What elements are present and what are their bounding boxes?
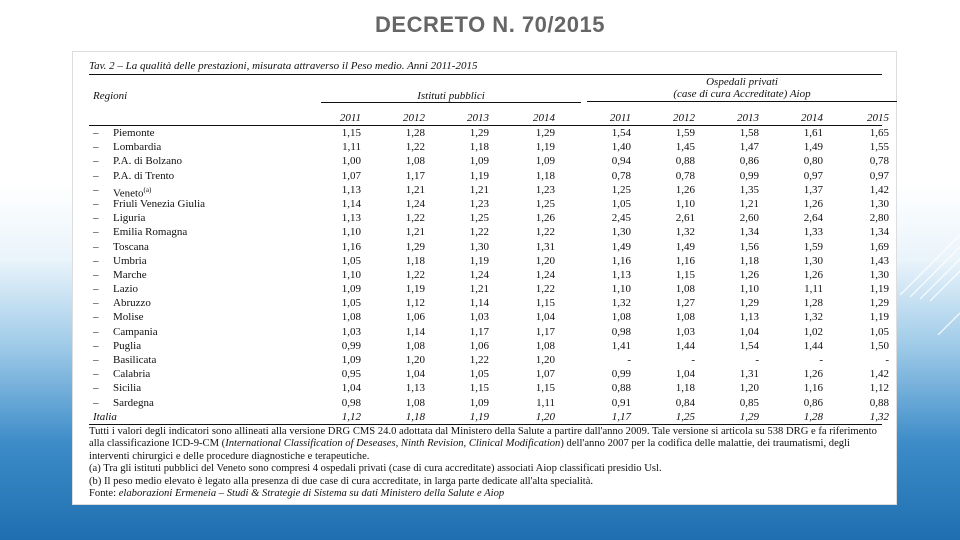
table-cell: 1,49 [611,240,631,253]
table-cell: 1,21 [405,226,425,239]
table-row [89,154,889,168]
row-dash: – [93,311,99,324]
table-cell: 1,03 [675,325,695,338]
table-cell: 1,15 [469,382,489,395]
region-name: Lombardia [113,141,162,154]
table-cell: 1,65 [869,127,889,139]
table-cell: 1,26 [535,212,555,225]
table-row [89,339,889,353]
table-cell: 1,22 [405,141,425,154]
table-cell: 1,54 [611,127,631,139]
year-header-cell: 2011 [609,112,631,124]
table-cell: 1,47 [739,141,759,154]
table-cell: 1,56 [739,240,759,253]
table-cell: 1,05 [341,297,361,310]
row-dash: – [93,339,99,352]
table-cell: 1,61 [803,127,823,139]
table-cell: 0,86 [803,396,823,409]
table-cell: 1,23 [469,197,489,210]
table-cell: 1,19 [869,311,889,324]
table-cell: 1,13 [341,212,361,225]
table-cell: 1,37 [803,183,823,196]
row-dash: – [93,368,99,381]
total-cell: 1,28 [803,410,823,423]
table-cell: 1,07 [535,368,555,381]
table-cell: 1,21 [739,197,759,210]
table-cell: 1,42 [869,368,889,381]
col-regioni: Regioni [93,90,128,102]
total-cell: 1,25 [675,410,695,423]
table-cell: 0,98 [341,396,361,409]
group-private-title: Ospedali privati [706,76,778,88]
table-cell: 1,08 [405,396,425,409]
table-cell: 1,30 [869,268,889,281]
table-cell: 1,29 [869,297,889,310]
table-cell: 1,30 [469,240,489,253]
table-cell: 1,08 [611,311,631,324]
table-cell: 1,59 [803,240,823,253]
row-dash: – [93,155,99,168]
region-name: Lazio [113,283,139,296]
table-cell: 1,32 [611,297,631,310]
table-cell: 1,17 [405,169,425,182]
table-row [89,225,889,239]
table-cell: 1,16 [341,240,361,253]
region-name: Emilia Romagna [113,226,188,239]
row-dash: – [93,325,99,338]
region-name: Friuli Venezia Giulia [113,197,206,210]
region-name: Puglia [113,339,142,352]
table-cell: 1,04 [739,325,759,338]
total-cell: 1,17 [611,410,631,423]
table-cell: 1,14 [405,325,425,338]
row-dash: – [93,354,99,366]
table-cell: 1,17 [535,325,555,338]
table-cell: 1,09 [469,396,489,409]
table-cell: 1,18 [469,141,489,154]
table-cell: 1,22 [469,226,489,239]
year-header-cell: 2014 [533,112,555,124]
table-cell: 1,12 [869,382,889,395]
table-cell: 1,04 [341,382,361,395]
table-cell: 1,12 [405,297,425,310]
table-cell: 1,03 [469,311,489,324]
table-row [89,254,889,268]
table-cell: 1,05 [611,197,631,210]
table-row [89,197,889,211]
region-name: Calabria [113,368,151,381]
region-name: P.A. di Bolzano [113,155,183,168]
table-cell: 1,10 [675,197,695,210]
table-cell: 1,22 [535,226,555,239]
table-cell: 1,21 [469,183,489,196]
table-cell: 1,11 [804,283,823,296]
region-name: P.A. di Trento [113,169,175,182]
table-row [89,353,889,367]
table-cell: 1,08 [535,339,555,352]
table-row [89,126,889,140]
table-cell: 1,34 [739,226,759,239]
note-a: (a) Tra gli istituti pubblici del Veneto sono compresi 4 ospedali privati (case di cura accreditate) associati Aiop classificati presidio Usl. [89,463,662,475]
table-cell: 1,23 [535,183,555,196]
row-dash: – [93,268,99,281]
table-cell: 1,26 [803,197,823,210]
group-public: Istituti pubblici [321,90,581,103]
table-cell: 1,06 [469,339,489,352]
table-cell: 1,05 [341,254,361,267]
region-name: Sicilia [113,382,142,395]
table-cell: 1,14 [341,197,361,210]
table-cell: 1,26 [803,368,823,381]
decorative-lines [900,215,960,335]
table-row [89,325,889,339]
table-row [89,296,889,310]
table-cell: 0,84 [675,396,695,409]
table-cell: 1,28 [405,127,425,139]
table-cell: 0,99 [611,368,631,381]
total-cell: 1,20 [535,410,555,423]
table-cell: 1,08 [405,155,425,168]
table-panel [72,51,897,505]
table-cell: 1,29 [405,240,425,253]
table-cell: 1,22 [535,283,555,296]
region-name: Piemonte [113,127,155,139]
table-cell: 0,80 [803,155,823,168]
table-cell: 0,78 [611,169,631,182]
table-cell: 1,21 [469,283,489,296]
table-cell: 1,29 [535,127,555,139]
table-cell: 1,32 [675,226,695,239]
table-cell: 0,85 [739,396,759,409]
footnote-marker: (a) [143,185,152,194]
table-cell: 1,24 [405,197,425,210]
table-cell: 0,78 [675,169,695,182]
group-private-subtitle: (case di cura Accreditate) Aiop [587,88,897,102]
total-cell: 1,12 [341,410,361,423]
table-row [89,381,889,395]
table-cell: 1,18 [675,382,695,395]
table-cell: 1,13 [611,268,631,281]
table-cell: 1,09 [341,354,361,366]
table-cell: 0,97 [869,169,889,182]
table-cell: 1,08 [675,283,695,296]
table-cell: - [885,354,889,366]
table-cell: 1,13 [341,183,361,196]
table-cell: 1,05 [869,325,889,338]
table-cell: 1,31 [739,368,759,381]
table-cell: 1,29 [739,297,759,310]
table-cell: 1,19 [469,254,489,267]
table-cell: 1,10 [739,283,759,296]
table-cell: 1,15 [341,127,361,139]
table-cell: 1,21 [405,183,425,196]
table-cell: 1,69 [869,240,889,253]
table-cell: 1,25 [535,197,555,210]
table-cell: 0,88 [675,155,695,168]
table-cell: 1,07 [341,169,361,182]
table-cell: 0,78 [869,155,889,168]
year-header-cell: 2011 [339,112,361,124]
table-cell: 1,59 [675,127,695,139]
table-cell: 1,08 [405,339,425,352]
table-cell: 1,30 [803,254,823,267]
year-header-cell: 2015 [867,112,889,124]
table-caption: Tav. 2 – La qualità delle prestazioni, misurata attraverso il Peso medio. Anni 2011-2015 [89,60,882,75]
slide-title: DECRETO N. 70/2015 [375,12,605,37]
table-cell: 1,26 [675,183,695,196]
table-cell: 1,14 [469,297,489,310]
table-cell: 1,29 [469,127,489,139]
table-cell: 1,41 [611,339,631,352]
table-cell: 1,09 [535,155,555,168]
table-cell: 1,13 [405,382,425,395]
table-cell: 1,05 [469,368,489,381]
table-cell: 1,08 [675,311,695,324]
region-name: Sardegna [113,396,154,409]
table-cell: 1,04 [405,368,425,381]
year-header-cell: 2013 [467,112,489,124]
region-name: Umbria [113,254,147,267]
row-dash: – [93,197,99,210]
note-b: (b) Il peso medio elevato è legato alla presenza di due case di cura accreditate, in larga parte dedicate all'alta specialità. [89,475,594,487]
table-row [89,268,889,282]
total-cell: 1,18 [405,410,425,423]
table-cell: 1,16 [611,254,631,267]
table-cell: 1,10 [341,268,361,281]
table-row [89,396,889,410]
total-label: Italia [93,410,117,423]
table-cell: 1,15 [675,268,695,281]
table-cell: 1,50 [869,339,889,352]
row-dash: – [93,396,99,409]
row-dash: – [93,212,99,225]
table-cell: 1,34 [869,226,889,239]
note-source: Fonte: elaborazioni Ermeneia – Studi & Strategie di Sistema su dati Ministero della Salute e Aiop [89,487,505,499]
table-cell: 1,00 [341,155,361,168]
table-cell: 1,20 [405,354,425,366]
table-cell: - [819,354,823,366]
table-cell: 1,08 [341,311,361,324]
table-cell: 0,97 [803,169,823,182]
table-row [89,367,889,381]
total-cell: 1,29 [739,410,759,423]
table-notes [89,426,882,500]
table-cell: 1,10 [341,226,361,239]
table-cell: 1,33 [803,226,823,239]
table-cell: 2,80 [869,212,889,225]
row-dash: – [93,283,99,296]
table-cell: 1,45 [675,141,695,154]
table-cell: 1,43 [869,254,889,267]
table-cell: 1,13 [739,311,759,324]
table-row-total [89,410,889,425]
table-cell: 1,49 [803,141,823,154]
table-row [89,140,889,154]
table-cell: 1,58 [739,127,759,139]
table-row [89,211,889,225]
table-row [89,240,889,254]
table-row [89,282,889,296]
table-cell: 1,20 [535,254,555,267]
table-cell: 1,17 [469,325,489,338]
row-dash: – [93,127,99,139]
table-cell: 1,35 [739,183,759,196]
table-cell: 1,31 [535,240,555,253]
table-row [89,310,889,324]
table-cell: 1,42 [869,183,889,196]
table-cell: 1,16 [675,254,695,267]
table-cell: 1,16 [803,382,823,395]
table-cell: 1,18 [739,254,759,267]
table-cell: 1,30 [869,197,889,210]
region-name: Toscana [113,240,149,253]
year-header-cell: 2014 [801,112,823,124]
table-body [89,126,889,410]
table-cell: - [627,354,631,366]
table-cell: 1,54 [739,339,759,352]
table-cell: 0,99 [341,339,361,352]
year-header-row [89,112,889,126]
region-name: Molise [113,311,144,324]
table-cell: 0,99 [739,169,759,182]
table-cell: 1,25 [611,183,631,196]
table-cell: 1,02 [803,325,823,338]
note-1: Tutti i valori degli indicatori sono allineati alla versione DRG CMS 24.0 adottata dal Ministero della Salute a partire dall'anno 2009. Tale versione si articola su 538 DRG e fa riferimento alla classificazione ICD-9-CM (International Classification of Deseases, Ninth Revision, Clinical Modification) dell'anno 2007 per la codifica delle malattie, dei traumatismi, degli interventi chirurgici e delle procedure diagnostiche e terapeutiche. [89,425,877,462]
table-cell: 2,61 [675,212,695,225]
table-cell: 1,11 [342,141,361,154]
table-cell: 2,64 [803,212,823,225]
table-cell: 1,09 [469,155,489,168]
table-cell: 1,40 [611,141,631,154]
table-cell: 0,94 [611,155,631,168]
region-name: Abruzzo [113,297,151,310]
table-cell: 1,44 [675,339,695,352]
row-dash: – [93,169,99,182]
table-header [89,75,882,112]
year-header-cell: 2012 [673,112,695,124]
table-row [89,183,889,200]
total-cell: 1,32 [869,410,889,423]
row-dash: – [93,226,99,239]
table-cell: 2,60 [739,212,759,225]
table-cell: 1,06 [405,311,425,324]
region-name: Veneto$^{(a)}$ [113,185,152,200]
table-cell: - [755,354,759,366]
table-cell: 1,22 [405,268,425,281]
table-cell: 1,19 [535,141,555,154]
table-cell: 1,24 [535,268,555,281]
table-row [89,169,889,183]
region-name: Marche [113,268,147,281]
row-dash: – [93,297,99,310]
table-cell: 1,26 [803,268,823,281]
total-cell: 1,19 [469,410,489,423]
table-cell: 1,55 [869,141,889,154]
table-cell: 1,20 [535,354,555,366]
row-dash: – [93,254,99,267]
table-cell: 0,91 [611,396,631,409]
table-cell: 0,86 [739,155,759,168]
table-cell: 1,49 [675,240,695,253]
table-cell: 1,30 [611,226,631,239]
table-cell: 1,04 [535,311,555,324]
table-cell: 1,25 [469,212,489,225]
table-cell: 1,22 [469,354,489,366]
table-cell: 1,44 [803,339,823,352]
table-cell: 1,03 [341,325,361,338]
row-dash: – [93,240,99,253]
table-cell: 1,11 [536,396,555,409]
table-cell: 0,88 [869,396,889,409]
table-cell: 1,19 [869,283,889,296]
row-dash: – [93,183,99,196]
table-cell: 1,18 [405,254,425,267]
region-name: Liguria [113,212,146,225]
table-cell: 0,88 [611,382,631,395]
table-cell: 1,28 [803,297,823,310]
table-cell: 1,15 [535,297,555,310]
table-cell: 1,15 [535,382,555,395]
region-name: Basilicata [113,354,157,366]
table-cell: 1,19 [469,169,489,182]
table-cell: 0,95 [341,368,361,381]
table-cell: 1,10 [611,283,631,296]
table-cell: 1,24 [469,268,489,281]
year-header-cell: 2013 [737,112,759,124]
table-cell: 1,26 [739,268,759,281]
year-header-cell: 2012 [403,112,425,124]
region-name: Campania [113,325,158,338]
table-cell: 1,04 [675,368,695,381]
table-cell: 1,09 [341,283,361,296]
row-dash: – [93,382,99,395]
table-cell: 1,20 [739,382,759,395]
row-dash: – [93,141,99,154]
table-cell: 1,22 [405,212,425,225]
table-cell: 1,18 [535,169,555,182]
table-cell: 0,98 [611,325,631,338]
table-cell: 1,27 [675,297,695,310]
table-cell: 1,32 [803,311,823,324]
table-cell: - [691,354,695,366]
table-cell: 2,45 [611,212,631,225]
table-cell: 1,19 [405,283,425,296]
